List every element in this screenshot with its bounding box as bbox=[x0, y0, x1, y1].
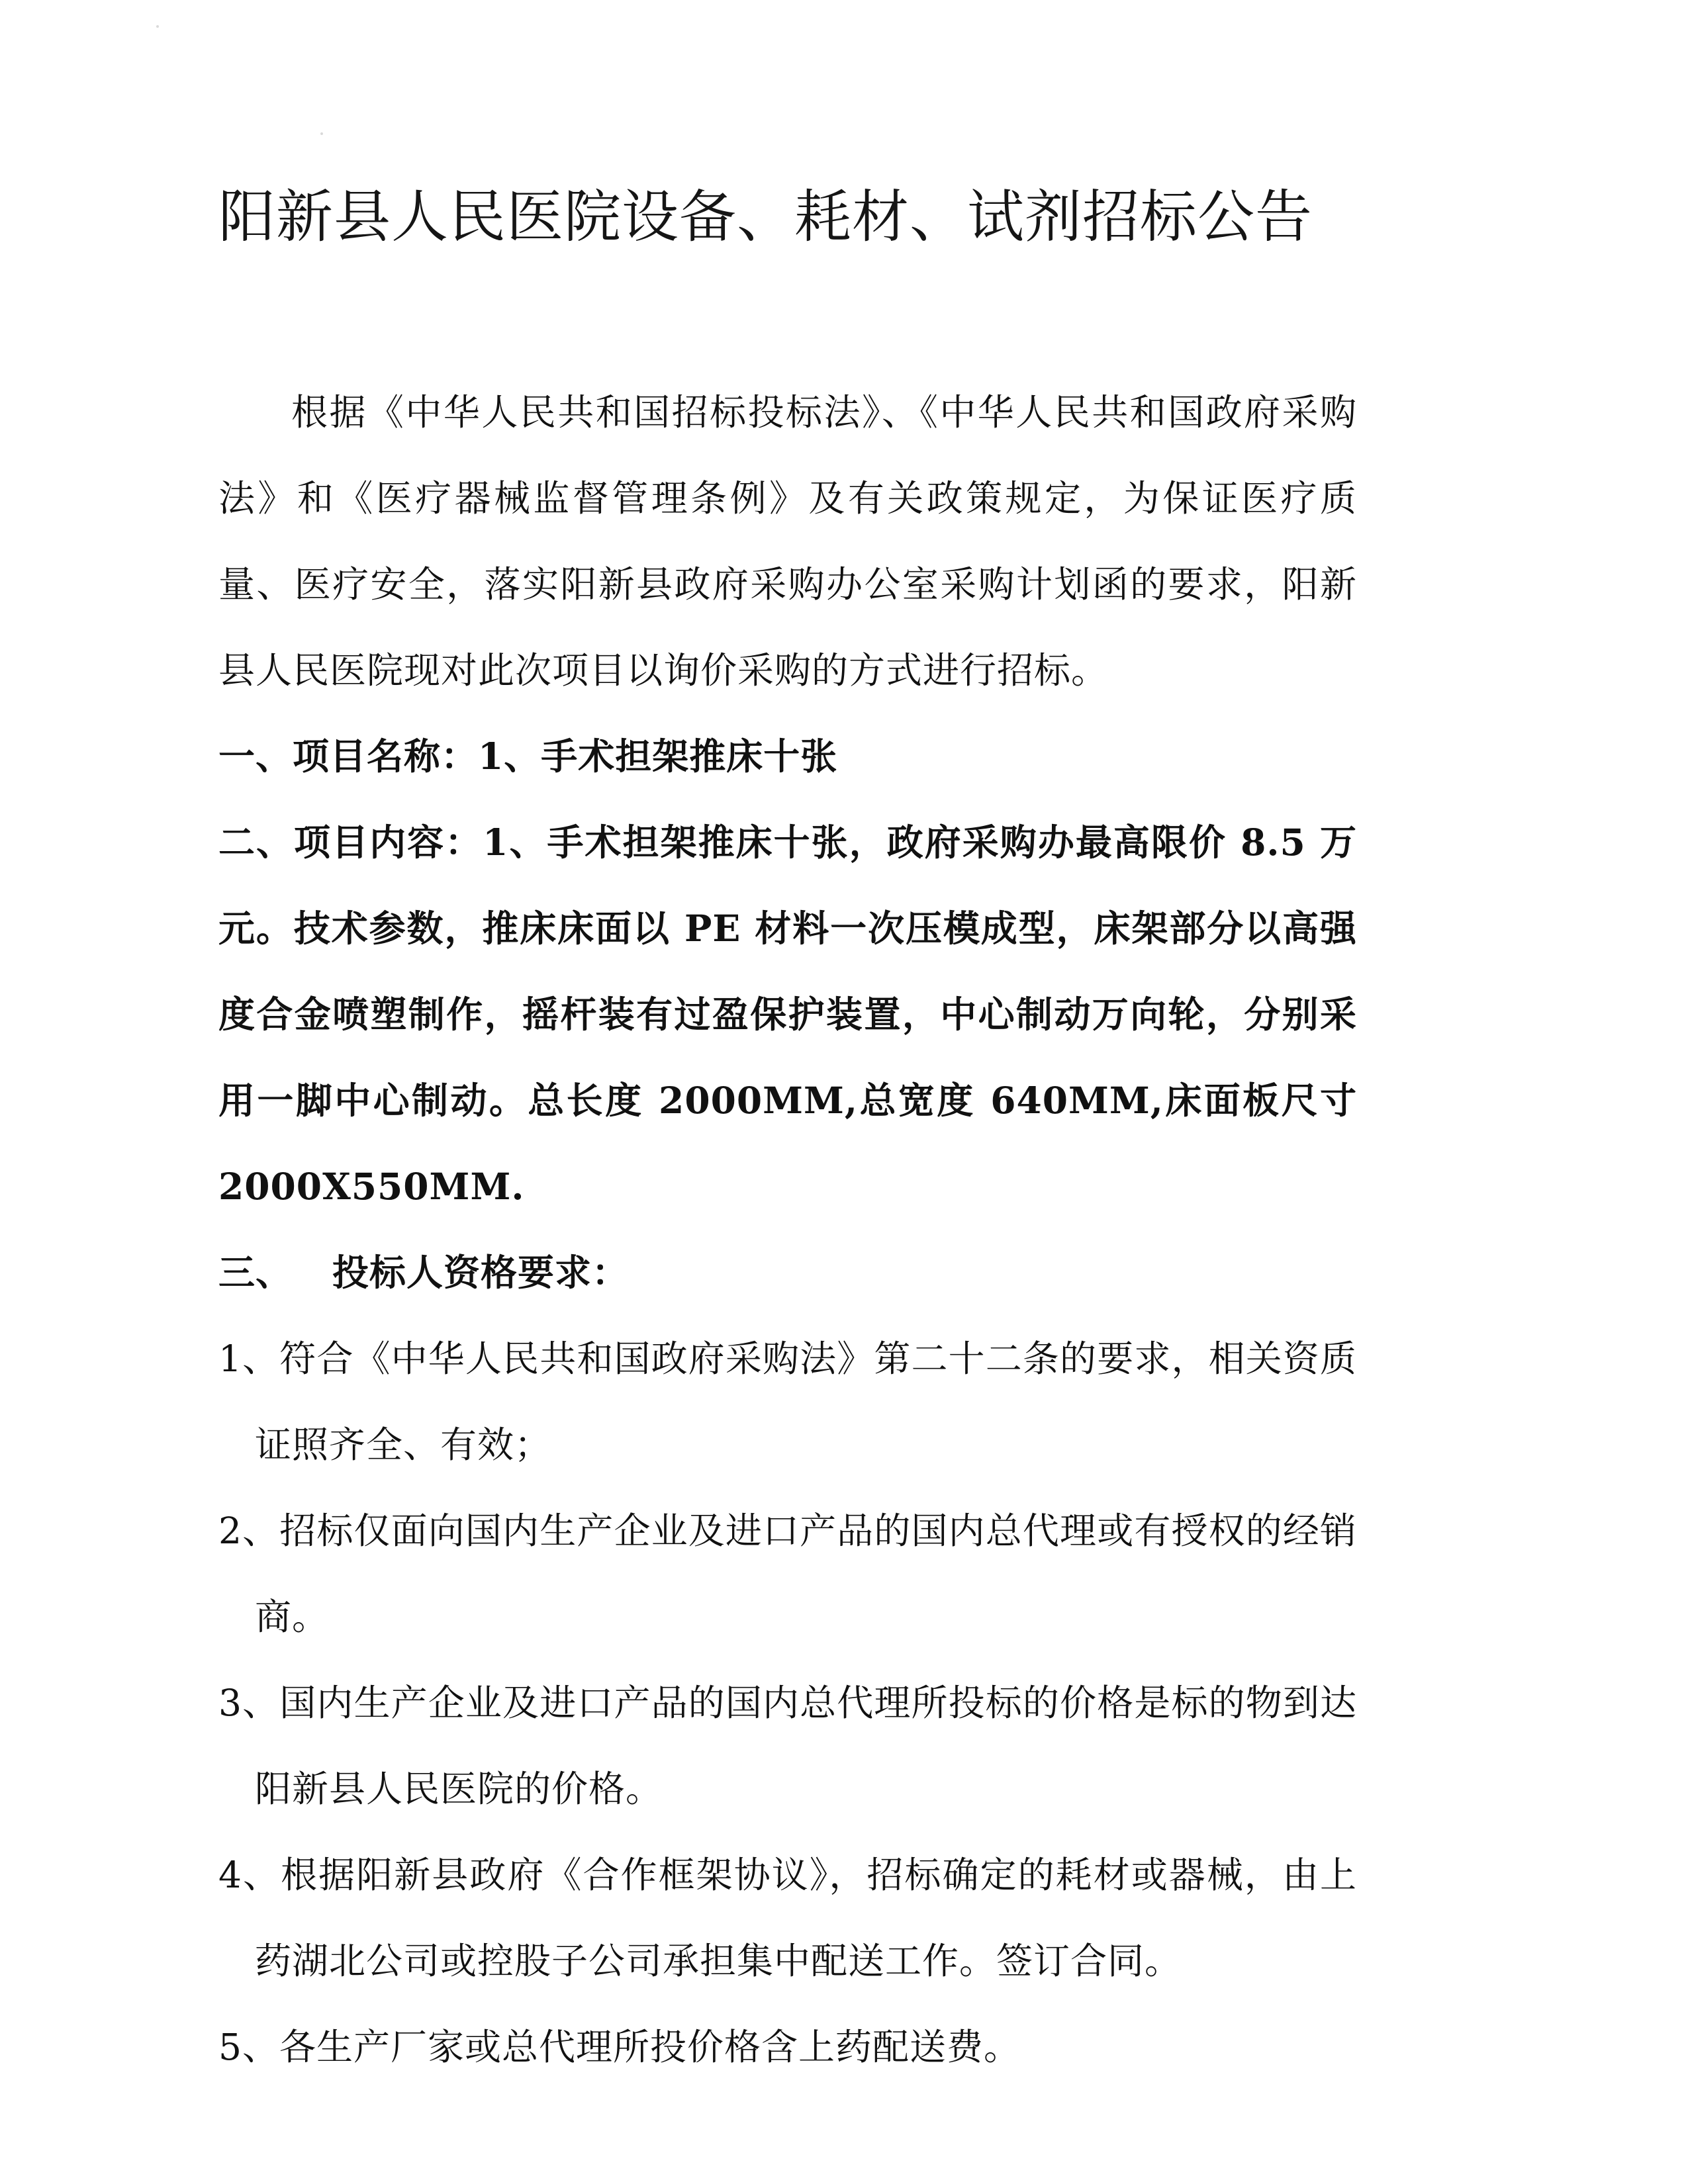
document-title: 阳新县人民医院设备、耗材、试剂招标公告 bbox=[218, 184, 1313, 250]
section-project-name: 一、项目名称：1、手术担架推床十张 bbox=[218, 735, 838, 778]
section-bidder-qualification-heading bbox=[218, 1230, 1357, 1316]
document-body bbox=[218, 369, 1357, 2090]
section-number: 三、 bbox=[218, 1251, 293, 1294]
section-project-content: 二、项目内容：1、手术担架推床十张，政府采购办最高限价 8.5 万元。技术参数，推床床面以 PE 材料一次压模成型，床架部分以高强度合金喷塑制作，摇杆装有过盈保护装置，中心制动万向轮，分别采用一脚中心制动。总长度 2000MM,总宽度 640MM,床面板尺寸2000X550MM. bbox=[218, 821, 1357, 1208]
requirement-item: 5、各生产厂家或总代理所投价格含上药配送费。 bbox=[218, 2026, 1021, 2068]
requirement-item: 1、符合《中华人民共和国政府采购法》第二十二条的要求，相关资质证照齐全、有效； bbox=[218, 1338, 1357, 1466]
section-heading-label: 投标人资格要求： bbox=[332, 1251, 630, 1294]
intro-paragraph: 根据《中华人民共和国招标投标法》、《中华人民共和国政府采购法》和《医疗器械监督管理条例》及有关政策规定，为保证医疗质量、医疗安全，落实阳新县政府采购办公室采购计划函的要求，阳新县人民医院现对此次项目以询价采购的方式进行招标。 bbox=[218, 391, 1357, 692]
scan-speck bbox=[320, 132, 323, 135]
requirement-item: 3、国内生产企业及进口产品的国内总代理所投标的价格是标的物到达阳新县人民医院的价格。 bbox=[218, 1682, 1357, 1810]
scan-speck bbox=[156, 25, 159, 28]
requirement-item: 2、招标仅面向国内生产企业及进口产品的国内总代理或有授权的经销商。 bbox=[218, 1510, 1357, 1638]
requirement-item: 4、根据阳新县政府《合作框架协议》，招标确定的耗材或器械，由上药湖北公司或控股子公司承担集中配送工作。签订合同。 bbox=[218, 1854, 1357, 1982]
